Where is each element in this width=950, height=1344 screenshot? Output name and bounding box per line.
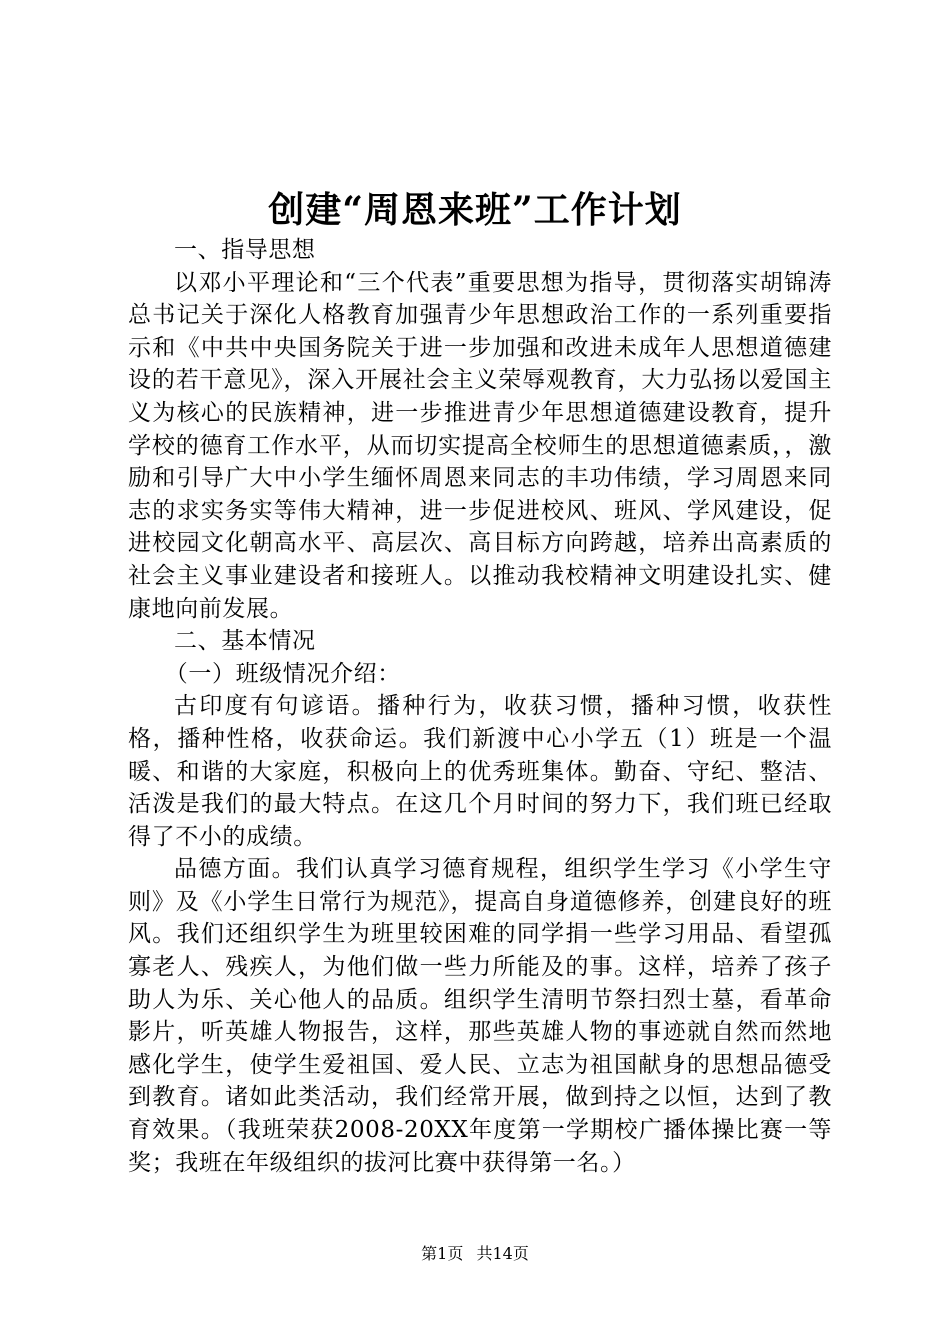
section-1-paragraph: 以邓小平理论和“三个代表”重要思想为指导，贯彻落实胡锦涛总书记关于深化人格教育加强青少年思想政治工作的一系列重要指示和《中共中央国务院关于进一步加强和改进未成年人思想道德建设的若干意见》，深入开展社会主义荣辱观教育，大力弘扬以爱国主义为核心的民族精神，进一步推进青少年思想道德建设教育，提升学校的德育工作水平，从而切实提高全校师生的思想道德素质，，激励和引导广大中小学生缅怀周恩来同志的丰功伟绩，学习周恩来同志的求实务实等伟大精神，进一步促进校风、班风、学风建设，促进校园文化朝高水平、高层次、高目标方向跨越，培养出高素质的社会主义事业建设者和接班人。以推动我校精神文明建设扎实、健康地向前发展。 (128, 269, 832, 622)
section-2-heading: 二、基本情况 (174, 628, 316, 655)
page-total: 共14页 (476, 1244, 529, 1263)
section-2-subheading: （一）班级情况介绍： (164, 660, 401, 687)
page-number: 第1页 (421, 1244, 464, 1263)
section-1-heading: 一、指导思想 (174, 237, 316, 263)
section-2-paragraph-1: 古印度有句谚语。播种行为，收获习惯，播种习惯，收获性格，播种性格，收获命运。我们新渡中心小学五（1）班是一个温暖、和谐的大家庭，积极向上的优秀班集体。勤奋、守纪、整洁、活泼是我们的最大特点。在这几个月时间的努力下，我们班已经取得了不小的成绩。 (128, 693, 832, 850)
document-body (128, 234, 832, 1179)
section-2-paragraph-2: 品德方面。我们认真学习德育规程，组织学生学习《小学生守则》及《小学生日常行为规范》，提高自身道德修养，创建良好的班风。我们还组织学生为班里较困难的同学捐一些学习用品、看望孤寡老人、残疾人，为他们做一些力所能及的事。这样，培养了孩子助人为乐、关心他人的品质。组织学生清明节祭扫烈士墓，看革命影片，听英雄人物报告，这样，那些英雄人物的事迹就自然而然地感化学生，使学生爱祖国、爱人民、立志为祖国献身的思想品德受到教育。诸如此类活动，我们经常开展，做到持之以恒，达到了教育效果。（我班荣获2008-20XX年度第一学期校广播体操比赛一等奖；我班在年级组织的拔河比赛中获得第一名。） (128, 856, 832, 1176)
page-footer (0, 1243, 950, 1265)
document-title: 创建“周恩来班”工作计划 (268, 189, 682, 231)
